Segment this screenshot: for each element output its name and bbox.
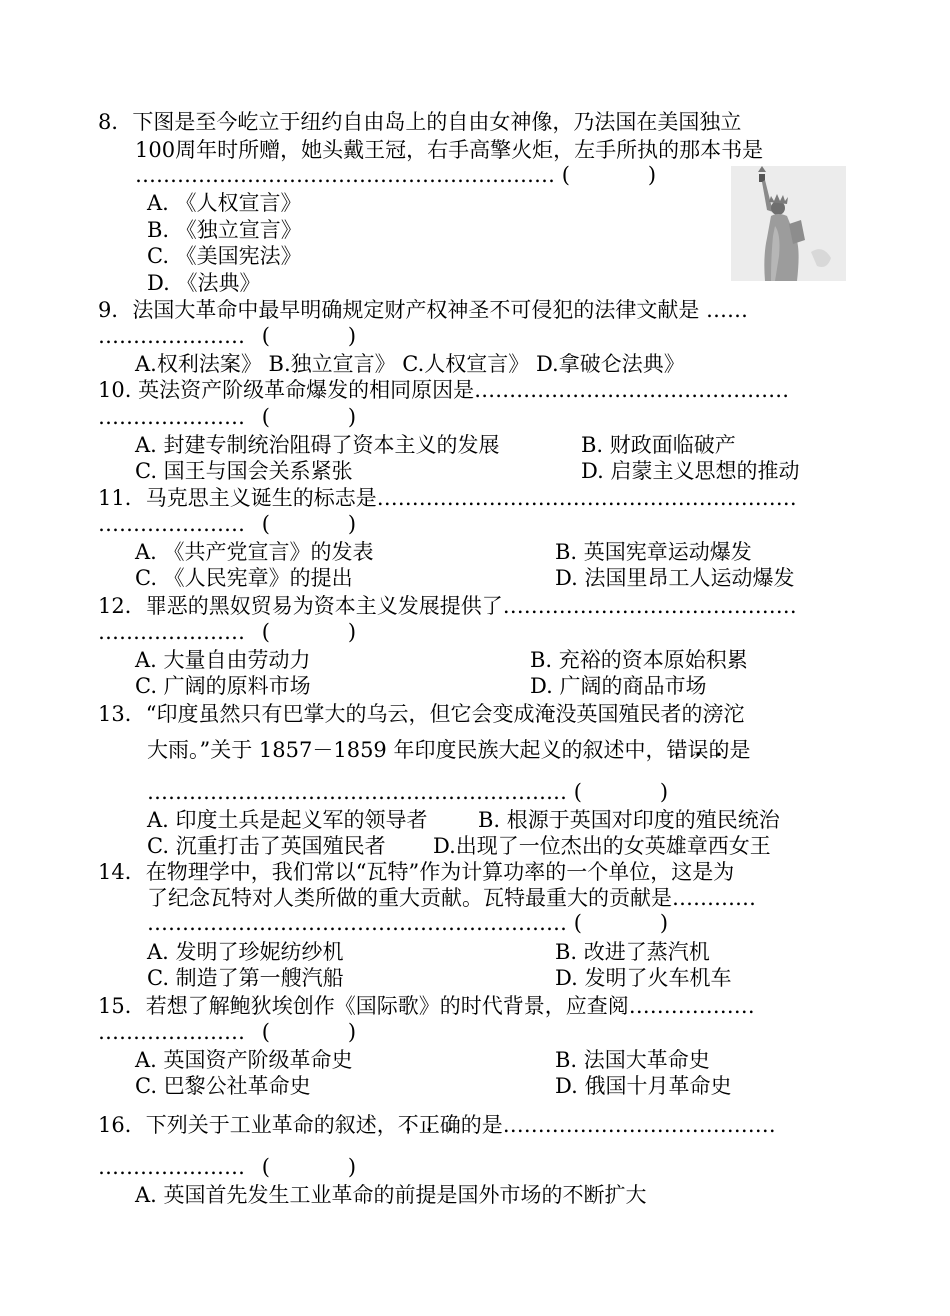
leader-dots: …………………	[98, 512, 245, 536]
leader-dots: …………………	[98, 1020, 245, 1044]
answer-paren-open: (	[261, 512, 270, 536]
answer-paren-close: )	[347, 512, 357, 536]
q10-option-c: C. 国王与国会关系紧张	[135, 459, 353, 483]
statue-of-liberty-photo	[731, 166, 846, 281]
q13-option-b: B. 根源于英国对印度的殖民统治	[478, 808, 780, 832]
leader-dots: …………………	[98, 405, 245, 429]
answer-paren-close: )	[347, 620, 357, 644]
leader-dots: ……………………………………………………	[147, 911, 567, 935]
q16-answer-line	[98, 1157, 356, 1178]
q13-option-a: A. 印度土兵是起义军的领导者	[147, 808, 428, 832]
answer-paren-close: )	[647, 163, 657, 187]
q8-option-a: A. 《人权宣言》	[147, 191, 302, 215]
leader-dots: …………………	[98, 324, 245, 348]
q14-option-a: A. 发明了珍妮纺纱机	[147, 940, 344, 964]
q14-option-c: C. 制造了第一艘汽船	[147, 966, 344, 990]
q9-options: A.权利法案》 B.独立宣言》 C.人权宣言》 D.拿破仑法典》	[135, 352, 685, 376]
answer-paren-open: (	[561, 163, 570, 187]
q13-stem-line2	[147, 740, 750, 761]
q10-stem-line1: 10. 英法资产阶级革命爆发的相同原因是………………………………………	[98, 378, 790, 402]
q15-answer-line	[98, 1022, 356, 1043]
q15-option-d: D. 俄国十月革命史	[555, 1074, 732, 1098]
q15-option-c: C. 巴黎公社革命史	[135, 1074, 311, 1098]
q14-option-b: B. 改进了蒸汽机	[555, 940, 710, 964]
leader-dots: …………………	[98, 620, 245, 644]
q14-stem-line1: 14．在物理学中，我们常以“瓦特”作为计算功率的一个单位，这是为	[98, 860, 735, 884]
q10-option-a: A. 封建专制统治阻碍了资本主义的发展	[135, 433, 500, 457]
q8-answer-line	[135, 165, 656, 186]
stem-text: 16．下列关于工业革命的叙述，	[98, 1113, 398, 1137]
q13-answer-line	[147, 782, 668, 803]
q12-option-b: B. 充裕的资本原始积累	[530, 648, 748, 672]
leader-dots: …………………	[98, 1155, 245, 1179]
answer-paren-close: )	[347, 405, 357, 429]
q16-stem-line1	[98, 1115, 776, 1136]
q15-option-b: B. 法国大革命史	[555, 1048, 710, 1072]
q12-option-c: C. 广阔的原料市场	[135, 674, 311, 698]
emphasis-char: 不 •	[398, 1113, 419, 1137]
q8-option-c: C. 《美国宪法》	[147, 244, 302, 268]
q12-answer-line	[98, 622, 356, 643]
q11-option-a: A. 《共产党宣言》的发表	[135, 540, 374, 564]
q11-answer-line	[98, 514, 356, 535]
leader-dots: ……………………………………………………	[147, 780, 567, 804]
leader-dots: ……………………………………………………	[135, 163, 555, 187]
statue-of-liberty-icon	[731, 166, 846, 281]
q13-option-c: C. 沉重打击了英国殖民者	[147, 834, 386, 858]
answer-paren-close: )	[347, 1020, 357, 1044]
q13-option-d: D.出现了一位杰出的女英雄章西女王	[433, 834, 771, 858]
q11-option-b: B. 英国宪章运动爆发	[555, 540, 752, 564]
stem-text: 的是…………………………………	[460, 1113, 776, 1137]
emphasis-char: 的 •	[708, 738, 729, 762]
q11-stem-line1: 11．马克思主义诞生的标志是……………………………………………………	[98, 486, 797, 510]
q11-option-c: C. 《人民宪章》的提出	[135, 566, 353, 590]
q10-option-b: B. 财政面临破产	[581, 433, 736, 457]
answer-paren-open: (	[261, 405, 270, 429]
q12-stem-line1: 12．罪恶的黑奴贸易为资本主义发展提供了……………………………………	[98, 594, 797, 618]
q8-option-d: D. 《法典》	[147, 271, 261, 295]
q14-answer-line	[147, 913, 668, 934]
answer-paren-close: )	[659, 911, 669, 935]
emphasis-char: 正 •	[419, 1113, 440, 1137]
answer-paren-open: (	[261, 620, 270, 644]
answer-paren-open: (	[573, 911, 582, 935]
answer-paren-close: )	[659, 780, 669, 804]
q8-stem-line2: 100周年时所赠，她头戴王冠，右手高擎火炬，左手所执的那本书是	[135, 138, 764, 162]
q14-stem-line2: 了纪念瓦特对人类所做的重大贡献。瓦特最重大的贡献是…………	[147, 886, 756, 910]
q14-option-d: D. 发明了火车机车	[555, 966, 732, 990]
q13-stem-line1: 13．“印度虽然只有巴掌大的乌云，但它会变成淹没英国殖民者的滂沱	[98, 702, 745, 726]
q8-option-b: B. 《独立宣言》	[147, 218, 302, 242]
emphasis-char: 错 •	[666, 738, 687, 762]
q15-stem-line1: 15．若想了解鲍狄埃创作《国际歌》的时代背景，应查阅………………	[98, 994, 755, 1018]
q8-stem-line1: 8．下图是至今屹立于纽约自由岛上的自由女神像，乃法国在美国独立	[98, 110, 742, 134]
q9-stem-line1: 9．法国大革命中最早明确规定财产权神圣不可侵犯的法律文献是 ……	[98, 298, 749, 322]
q10-answer-line	[98, 407, 356, 428]
q11-option-d: D. 法国里昂工人运动爆发	[555, 566, 795, 590]
emphasis-char: 误 •	[687, 738, 708, 762]
answer-paren-open: (	[261, 1020, 270, 1044]
q10-option-d: D. 启蒙主义思想的推动	[581, 459, 800, 483]
answer-paren-close: )	[347, 324, 357, 348]
stem-text: 是	[729, 738, 751, 762]
q16-option-a: A. 英国首先发生工业革命的前提是国外市场的不断扩大	[135, 1183, 647, 1207]
answer-paren-close: )	[347, 1155, 357, 1179]
q9-answer-line	[98, 326, 356, 347]
q12-option-a: A. 大量自由劳动力	[135, 648, 311, 672]
q12-option-d: D. 广阔的商品市场	[530, 674, 707, 698]
answer-paren-open: (	[261, 1155, 270, 1179]
stem-text: 大雨。”关于 1857－1859 年印度民族大起义的叙述中，	[147, 738, 667, 762]
emphasis-char: 确 •	[440, 1113, 461, 1137]
answer-paren-open: (	[573, 780, 582, 804]
answer-paren-open: (	[261, 324, 270, 348]
q15-option-a: A. 英国资产阶级革命史	[135, 1048, 353, 1072]
